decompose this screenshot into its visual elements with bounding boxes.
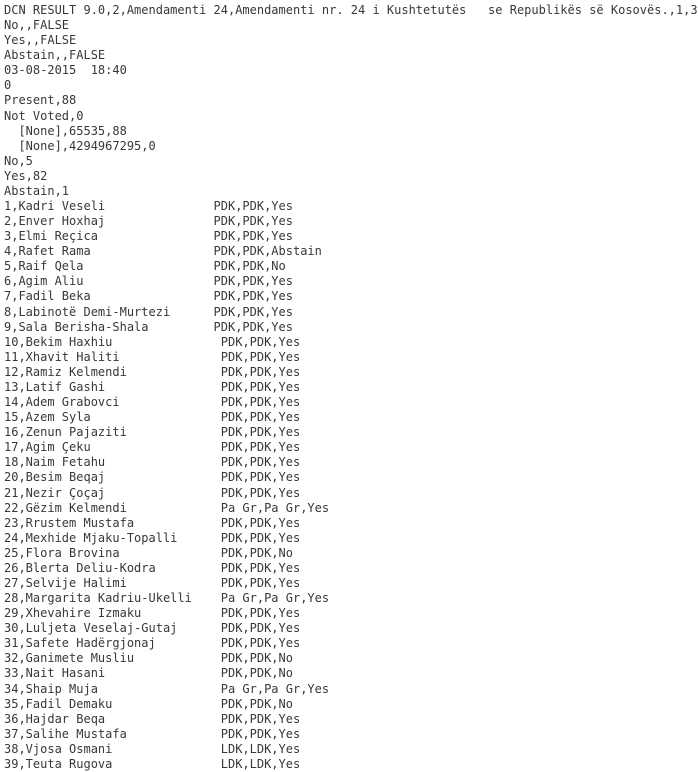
vote-row: 30,Luljeta Veselaj-Gutaj PDK,PDK,Yes <box>4 621 301 636</box>
summary-line: Yes,,FALSE <box>4 33 77 48</box>
summary-line: [None],4294967295,0 <box>4 138 156 153</box>
vote-row: 23,Rrustem Mustafa PDK,PDK,Yes <box>4 515 301 530</box>
summary-line: Not Voted,0 <box>4 108 84 123</box>
vote-row: 3,Elmi Reçica PDK,PDK,Yes <box>4 229 293 244</box>
vote-row: 6,Agim Aliu PDK,PDK,Yes <box>4 274 293 289</box>
vote-summary-section <box>4 18 698 199</box>
vote-row: 2,Enver Hoxhaj PDK,PDK,Yes <box>4 214 293 229</box>
summary-line: [None],65535,88 <box>4 123 127 138</box>
vote-roster-section <box>4 199 698 772</box>
vote-row: 18,Naim Fetahu PDK,PDK,Yes <box>4 455 301 470</box>
vote-row: 14,Adem Grabovci PDK,PDK,Yes <box>4 395 301 410</box>
vote-row: 38,Vjosa Osmani LDK,LDK,Yes <box>4 741 301 756</box>
vote-row: 16,Zenun Pajaziti PDK,PDK,Yes <box>4 425 301 440</box>
vote-row: 33,Nait Hasani PDK,PDK,No <box>4 666 293 681</box>
vote-row: 9,Sala Berisha-Shala PDK,PDK,Yes <box>4 319 293 334</box>
summary-line: 0 <box>4 78 12 93</box>
vote-row: 7,Fadil Beka PDK,PDK,Yes <box>4 289 293 304</box>
vote-row: 39,Teuta Rugova LDK,LDK,Yes <box>4 756 301 771</box>
vote-row: 35,Fadil Demaku PDK,PDK,No <box>4 696 293 711</box>
document-title-line: DCN RESULT 9.0,2,Amendamenti 24,Amendamenti nr. 24 i Kushtetutës se Republikës së Kosovës.,1,3 <box>4 3 698 17</box>
vote-row: 24,Mexhide Mjaku-Topalli PDK,PDK,Yes <box>4 530 301 545</box>
vote-row: 37,Salihe Mustafa PDK,PDK,Yes <box>4 726 301 741</box>
summary-line: No,5 <box>4 153 33 168</box>
vote-row: 12,Ramiz Kelmendi PDK,PDK,Yes <box>4 364 301 379</box>
vote-row: 17,Agim Çeku PDK,PDK,Yes <box>4 440 301 455</box>
summary-line: Abstain,,FALSE <box>4 48 106 63</box>
vote-row: 20,Besim Beqaj PDK,PDK,Yes <box>4 470 301 485</box>
vote-row: 4,Rafet Rama PDK,PDK,Abstain <box>4 244 322 259</box>
summary-line: No,,FALSE <box>4 18 70 33</box>
vote-row: 8,Labinotë Demi-Murtezi PDK,PDK,Yes <box>4 304 293 319</box>
vote-row: 28,Margarita Kadriu-Ukelli Pa Gr,Pa Gr,Yes <box>4 591 330 606</box>
summary-line: Yes,82 <box>4 168 48 183</box>
summary-line: Abstain,1 <box>4 183 70 198</box>
vote-row: 1,Kadri Veseli PDK,PDK,Yes <box>4 199 293 214</box>
summary-line: 03-08-2015 18:40 <box>4 63 127 78</box>
vote-row: 5,Raif Qela PDK,PDK,No <box>4 259 286 274</box>
vote-row: 26,Blerta Deliu-Kodra PDK,PDK,Yes <box>4 560 301 575</box>
vote-row: 31,Safete Hadërgjonaj PDK,PDK,Yes <box>4 636 301 651</box>
vote-row: 36,Hajdar Beqa PDK,PDK,Yes <box>4 711 301 726</box>
vote-row: 29,Xhevahire Izmaku PDK,PDK,Yes <box>4 606 301 621</box>
vote-row: 25,Flora Brovina PDK,PDK,No <box>4 545 293 560</box>
vote-row: 22,Gëzim Kelmendi Pa Gr,Pa Gr,Yes <box>4 500 330 515</box>
vote-row: 15,Azem Syla PDK,PDK,Yes <box>4 410 301 425</box>
vote-row: 11,Xhavit Haliti PDK,PDK,Yes <box>4 349 301 364</box>
vote-row: 32,Ganimete Musliu PDK,PDK,No <box>4 651 293 666</box>
vote-row: 27,Selvije Halimi PDK,PDK,Yes <box>4 575 301 590</box>
summary-line: Present,88 <box>4 93 77 108</box>
vote-row: 34,Shaip Muja Pa Gr,Pa Gr,Yes <box>4 681 330 696</box>
vote-row: 13,Latif Gashi PDK,PDK,Yes <box>4 379 301 394</box>
vote-row: 10,Bekim Haxhiu PDK,PDK,Yes <box>4 334 301 349</box>
vote-row: 21,Nezir Çoçaj PDK,PDK,Yes <box>4 485 301 500</box>
